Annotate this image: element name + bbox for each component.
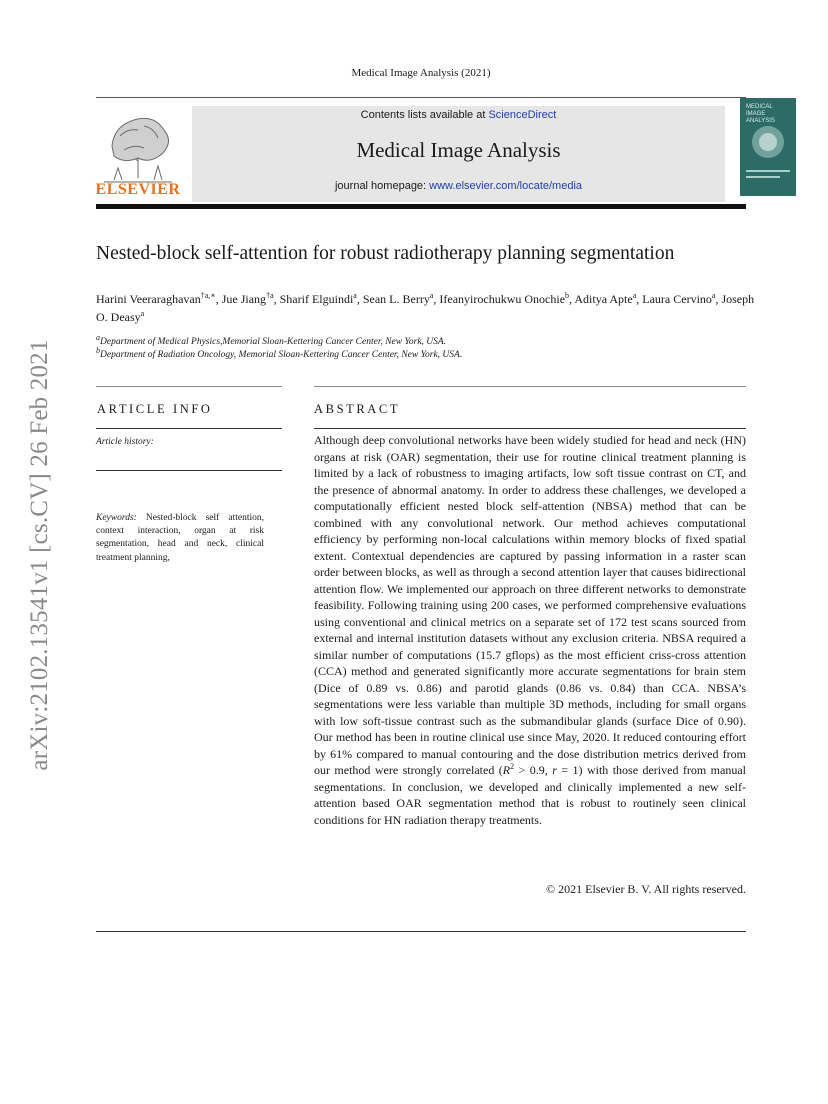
author-affil-mark: a: [429, 291, 434, 300]
abstract-rule: [314, 428, 746, 429]
homepage-link[interactable]: www.elsevier.com/locate/media: [429, 180, 583, 192]
author-name: Harini Veeraraghavan: [96, 292, 201, 306]
author-name: Aditya Apte: [574, 292, 633, 306]
abstract-body: [314, 432, 746, 828]
author-affil-mark: a: [711, 291, 716, 300]
homepage-prefix: journal homepage:: [334, 180, 430, 192]
r2-symbol: R: [502, 763, 511, 777]
affiliations: [96, 332, 756, 362]
journal-title: Medical Image Analysis: [356, 138, 561, 162]
author-separator: ,: [636, 292, 643, 306]
affiliation-mark: b: [96, 345, 100, 355]
article-info-top-rule: [96, 386, 282, 387]
affiliation-text: Department of Medical Physics,Memorial Sloan-Kettering Cancer Center, New York, USA.: [100, 337, 447, 347]
abstract-part-3: = 1) with those derived from manual segmentations. In conclusion, we developed and clinically implemented a new self-attention based OAR segmentation method that is robust to routinely seen clinical conditions for HN radiation therapy treatments.: [314, 763, 746, 827]
contents-line: [192, 109, 725, 121]
masthead-thick-rule: [96, 204, 746, 209]
keywords-text: Nested-block self attention, context interaction, organ at risk segmentation, head and neck, clinical treatment planning,: [96, 513, 265, 563]
article-info-rule: [96, 428, 282, 429]
author-separator: ,: [715, 292, 722, 306]
arxiv-stamp: arXiv:2102.13541v1 [cs.CV] 26 Feb 2021: [26, 339, 53, 771]
author-affil-mark: †a: [266, 291, 274, 300]
author-affil-mark: b: [565, 291, 570, 300]
affiliation-text: Department of Radiation Oncology, Memorial Sloan-Kettering Cancer Center, New York, USA.: [100, 350, 463, 360]
author-affil-mark: a: [140, 309, 145, 318]
paper-title: Nested-block self-attention for robust radiotherapy planning segmentation: [96, 243, 675, 264]
affiliation-line: [96, 345, 756, 362]
abstract-heading: ABSTRACT: [314, 402, 401, 416]
abstract-part-2: > 0.9,: [514, 763, 553, 777]
affiliation-mark: a: [96, 332, 100, 342]
top-rule: [96, 97, 746, 98]
author-name: Jue Jiang: [221, 292, 267, 306]
r-symbol: r: [552, 763, 557, 777]
abstract-top-rule: [314, 386, 746, 387]
author-separator: ,: [356, 292, 363, 306]
author-name: Laura Cervino: [642, 292, 712, 306]
author-separator: ,: [433, 292, 440, 306]
abstract-part-1: Although deep convolutional networks have been widely studied for head and neck (HN) organs at risk (OAR) segmentation, their use for routine clinical treatment planning is limited by a lack of robustness to imaging artifacts, low soft tissue contrast on CT, and the presence of abnormal anatomy. In order to address these challenges, we developed a computationally efficient nested block self-attention (NBSA) method that can be combined with any convolutional network. Our method achieves computational efficiency by performing non-local calculations within memory blocks of fixed spatial extent. Contextual dependencies are captured by passing information in a raster scan order between blocks, as well as through a second attention layer that causes bidirectional attention flow. We implemented our approach on three different networks to demonstrate feasibility. Following training using 200 cases, we performed comprehensive evaluations using conventional and clinical metrics on a separate set of 172 test scans sourced from external and internal institution datasets without any exclusion criteria. NBSA required a similar number of computations (15.7 gflops) as the most efficient criss-cross attention (CCA) method and generated significantly more accurate segmentations for brain stem (Dice of 0.89 vs. 0.86) and parotid glands (0.86 vs. 0.84) than CCA. NBSA’s segmentations were less variable than multiple 3D methods, including for small organs with low soft-tissue contrast such as the submandibular glands (surface Dice of 0.90). Our method has been in routine clinical use since May, 2020. It reduced contouring effort by 61% compared to manual contouring and the dose distribution metrics derived from our method were strongly correlated (: [314, 433, 746, 777]
contents-prefix: Contents lists available at: [360, 109, 489, 121]
author-separator: ,: [273, 292, 280, 306]
elsevier-wordmark: ELSEVIER: [95, 181, 181, 198]
r2-exponent: 2: [510, 762, 515, 771]
history-rule: [96, 470, 282, 471]
copyright: © 2021 Elsevier B. V. All rights reserved.: [546, 882, 746, 896]
keywords: [96, 512, 264, 565]
sciencedirect-link[interactable]: ScienceDirect: [488, 109, 557, 121]
keywords-label: Keywords:: [96, 513, 137, 523]
bottom-rule: [96, 931, 746, 932]
running-head: Medical Image Analysis (2021): [351, 67, 491, 79]
author-affil-mark: a: [632, 291, 637, 300]
author-separator: ,: [569, 292, 575, 306]
affiliation-line: [96, 332, 756, 349]
author-affil-mark: a: [353, 291, 357, 300]
author-name: Sharif Elguindi: [279, 292, 354, 306]
author-separator: ,: [215, 292, 222, 306]
article-info-heading: ARTICLE INFO: [97, 402, 213, 416]
author-name: Sean L. Berry: [362, 292, 430, 306]
author-name: Ifeanyirochukwu Onochie: [439, 292, 566, 306]
homepage-line: [192, 180, 725, 192]
author-name: Joseph O. Deasy: [96, 292, 755, 324]
article-history: Article history:: [96, 437, 154, 447]
cover-title: MEDICAL IMAGE ANALYSIS: [746, 104, 775, 124]
author-list: [96, 290, 756, 326]
author-affil-mark: †a,∗: [200, 291, 216, 300]
